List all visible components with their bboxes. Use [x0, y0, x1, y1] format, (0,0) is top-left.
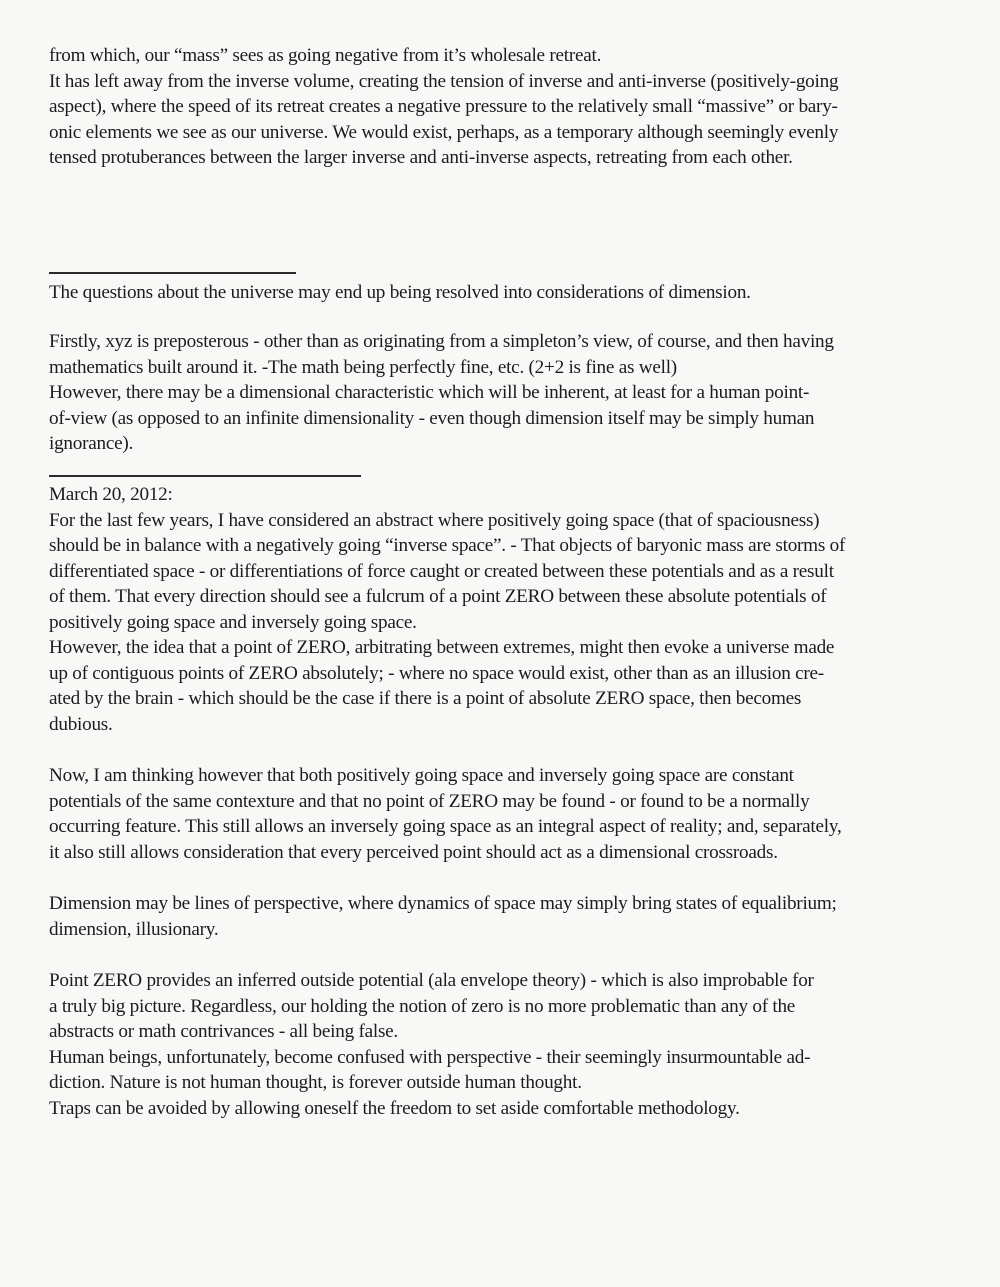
text-line: mathematics built around it. -The math being perfectly fine, etc. (2+2 is fine as well) — [49, 356, 677, 378]
text-line: tensed protuberances between the larger inverse and anti-inverse aspects, retreating from each other. — [49, 147, 793, 168]
dated-entry — [49, 482, 959, 737]
text-line: ated by the brain - which should be the case if there is a point of absolute ZERO space, then becomes — [49, 688, 802, 709]
text-line: up of contiguous points of ZERO absolutely; - where no space would exist, other than as an illusion cre- — [49, 662, 824, 684]
text-line: differentiated space - or differentiations of force caught or created between these potentials and as a result — [49, 560, 834, 582]
text-line: aspect), where the speed of its retreat creates a negative pressure to the relatively small “massive” or bary- — [49, 96, 838, 117]
text-line: dubious. — [49, 713, 113, 735]
text-line: It has left away from the inverse volume, creating the tension of inverse and anti-inverse (positively-going — [49, 70, 839, 92]
text-line: However, there may be a dimensional characteristic which will be inherent, at least for a human point- — [49, 382, 810, 403]
entry-date: March 20, 2012: — [49, 484, 173, 505]
dimension-heading — [49, 280, 959, 306]
text-line: it also still allows consideration that every perceived point should act as a dimensional crossroads. — [49, 841, 778, 863]
text-line: diction. Nature is not human thought, is forever outside human thought. — [49, 1072, 582, 1093]
opening-paragraph — [49, 43, 959, 171]
text-line: from which, our “mass” sees as going negative from it’s wholesale retreat. — [49, 45, 602, 66]
text-line: Firstly, xyz is preposterous - other than as originating from a simpleton’s view, of course, and then having — [49, 331, 834, 352]
text-line: positively going space and inversely going space. — [49, 611, 417, 633]
text-line: abstracts or math contrivances - all being false. — [49, 1021, 398, 1042]
text-line: However, the idea that a point of ZERO, arbitrating between extremes, might then evoke a universe made — [49, 637, 835, 658]
section-heading: The questions about the universe may end up being resolved into considerations of dimension. — [49, 282, 751, 303]
text-line: Dimension may be lines of perspective, where dynamics of space may simply bring states of equalibrium; — [49, 893, 837, 914]
closing-paragraph — [49, 968, 959, 1121]
text-line: a truly big picture. Regardless, our holding the notion of zero is no more problematic than any of the — [49, 995, 796, 1017]
dimension-paragraph — [49, 329, 959, 457]
text-line: of-view (as opposed to an infinite dimensionality - even though dimension itself may be simply human — [49, 407, 815, 429]
perspective-paragraph — [49, 891, 959, 942]
text-line: potentials of the same contexture and that no point of ZERO may be found - or found to be a normally — [49, 790, 810, 812]
text-line: Human beings, unfortunately, become confused with perspective - their seemingly insurmountable ad- — [49, 1046, 811, 1068]
section-divider — [49, 272, 296, 274]
text-line: should be in balance with a negatively going “inverse space”. - That objects of baryonic mass are storms of — [49, 535, 846, 556]
section-divider — [49, 475, 361, 477]
text-line: Traps can be avoided by allowing oneself the freedom to set aside comfortable methodology. — [49, 1097, 740, 1119]
text-line: ignorance). — [49, 433, 134, 454]
text-line: Point ZERO provides an inferred outside potential (ala envelope theory) - which is also improbable for — [49, 970, 814, 991]
text-line: of them. That every direction should see a fulcrum of a point ZERO between these absolute potentials of — [49, 586, 827, 607]
zero-point-paragraph — [49, 763, 959, 865]
text-line: occurring feature. This still allows an inversely going space as an integral aspect of reality; and, separately, — [49, 816, 842, 837]
text-line: For the last few years, I have considered an abstract where positively going space (that of spaciousness) — [49, 509, 820, 531]
text-line: onic elements we see as our universe. We would exist, perhaps, as a temporary although seemingly evenly — [49, 121, 839, 143]
text-line: dimension, illusionary. — [49, 918, 219, 940]
text-line: Now, I am thinking however that both positively going space and inversely going space are constant — [49, 765, 794, 786]
